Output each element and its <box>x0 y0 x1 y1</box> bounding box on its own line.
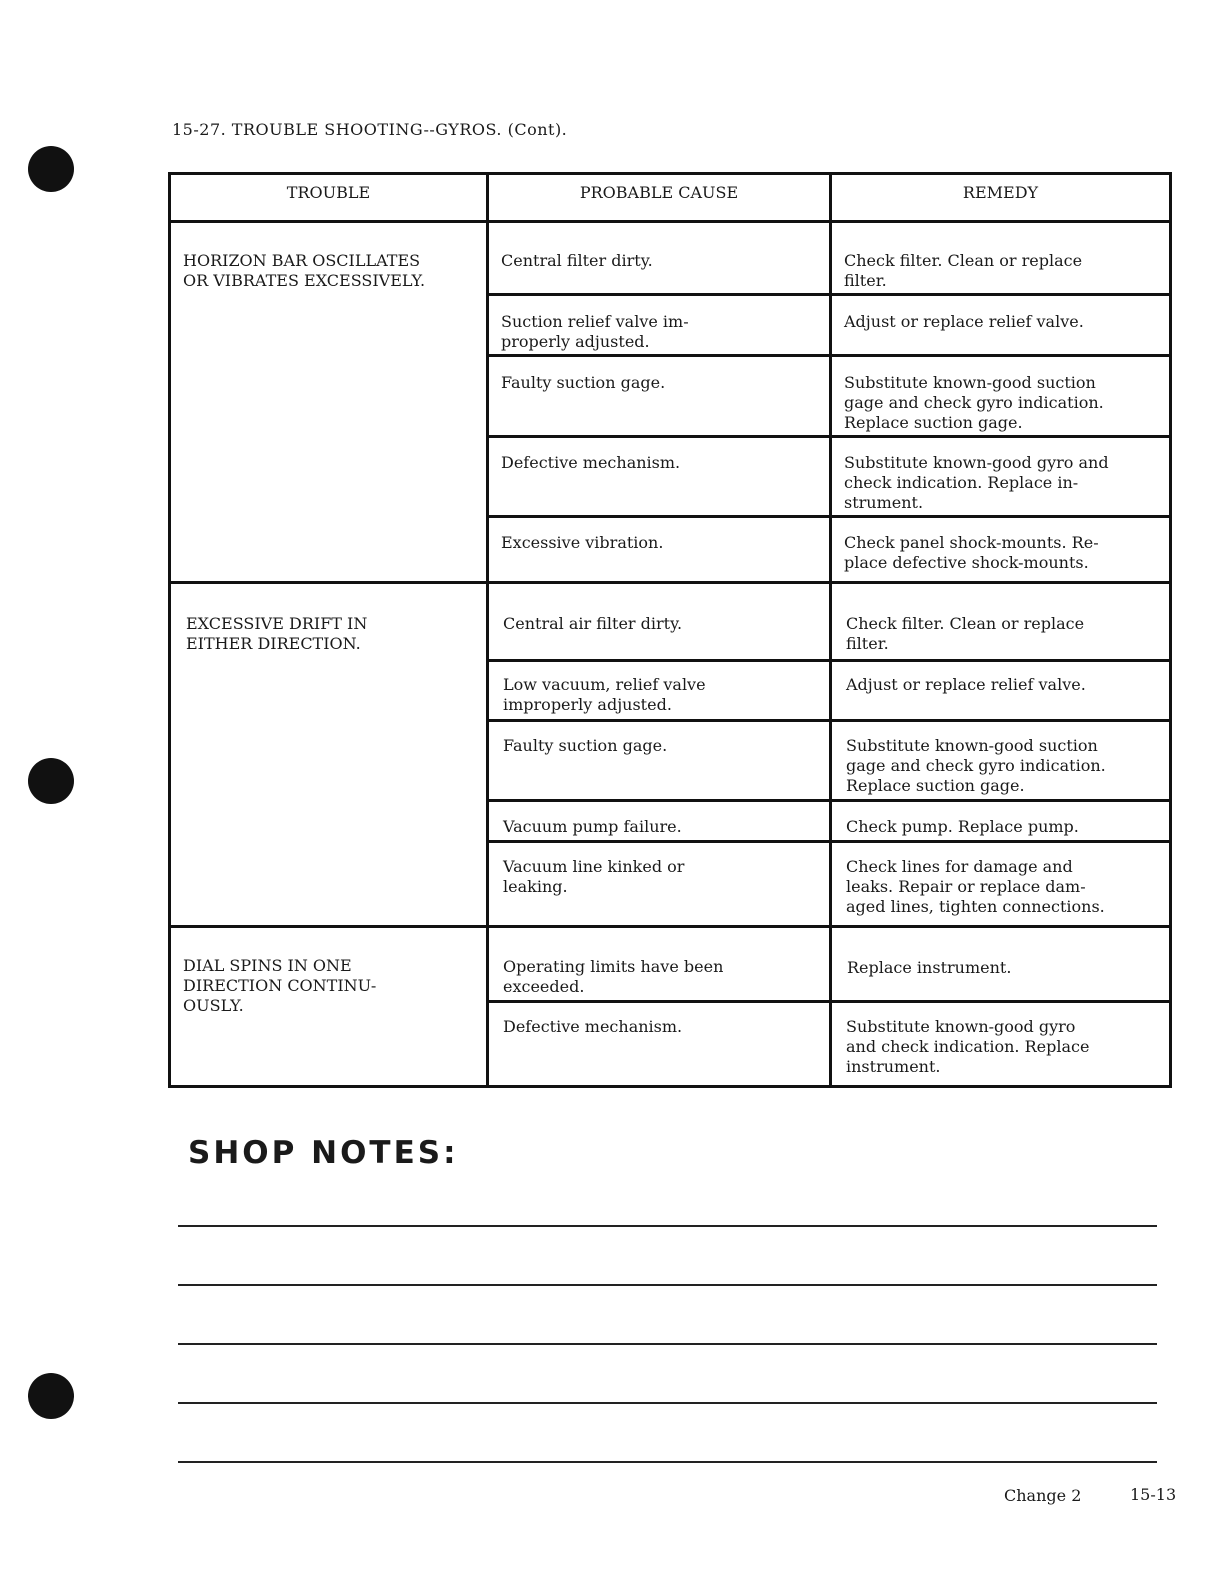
remedy-cell: Check pump. Replace pump. <box>846 817 1079 836</box>
note-line <box>178 1402 1157 1404</box>
trouble-cell: HORIZON BAR OSCILLATES OR VIBRATES EXCESSIVELY. <box>183 251 426 290</box>
page-number: 15-13 <box>1130 1485 1177 1504</box>
cause-cell: Faulty suction gage. <box>501 373 666 392</box>
binder-hole <box>28 1373 74 1419</box>
troubleshooting-table <box>168 172 1172 1088</box>
remedy-cell: Substitute known-good gyro and check indication. Replace in- strument. <box>844 453 1109 512</box>
cause-cell: Defective mechanism. <box>503 1017 683 1036</box>
binder-hole <box>28 146 74 192</box>
trouble-cell: EXCESSIVE DRIFT IN EITHER DIRECTION. <box>186 614 368 653</box>
remedy-cell: Replace instrument. <box>847 958 1012 977</box>
cause-cell: Central air filter dirty. <box>503 614 683 633</box>
note-line <box>178 1343 1157 1345</box>
cause-cell: Vacuum line kinked or leaking. <box>503 857 685 896</box>
header-remedy: REMEDY <box>962 183 1039 202</box>
cause-cell: Central filter dirty. <box>501 251 653 270</box>
trouble-cell: DIAL SPINS IN ONE DIRECTION CONTINU- OUSLY. <box>183 956 377 1015</box>
remedy-cell: Adjust or replace relief valve. <box>846 675 1086 694</box>
row-divider <box>486 799 1169 802</box>
cause-cell: Faulty suction gage. <box>503 736 668 755</box>
remedy-cell: Substitute known-good suction gage and check gyro indication. Replace suction gage. <box>844 373 1104 432</box>
row-divider <box>486 515 1169 518</box>
remedy-cell: Check lines for damage and leaks. Repair or replace dam- aged lines, tighten connections. <box>846 857 1105 916</box>
change-label: Change 2 <box>1004 1486 1082 1505</box>
group-divider <box>171 925 1169 928</box>
note-line <box>178 1461 1157 1463</box>
header-divider <box>171 220 1169 223</box>
row-divider <box>486 293 1169 296</box>
row-divider <box>486 435 1169 438</box>
remedy-cell: Check filter. Clean or replace filter. <box>846 614 1085 653</box>
remedy-cell: Adjust or replace relief valve. <box>844 312 1084 331</box>
remedy-cell: Check panel shock-mounts. Re- place defective shock-mounts. <box>844 533 1099 572</box>
row-divider <box>486 840 1169 843</box>
remedy-cell: Check filter. Clean or replace filter. <box>844 251 1083 290</box>
cause-cell: Operating limits have been exceeded. <box>503 957 724 996</box>
note-line <box>178 1284 1157 1286</box>
cause-cell: Defective mechanism. <box>501 453 681 472</box>
row-divider <box>486 1000 1169 1003</box>
header-probable-cause: PROBABLE CAUSE <box>579 183 739 202</box>
note-line <box>178 1225 1157 1227</box>
row-divider <box>486 354 1169 357</box>
group-divider <box>171 581 1169 584</box>
row-divider <box>486 659 1169 662</box>
cause-cell: Excessive vibration. <box>501 533 664 552</box>
cause-cell: Low vacuum, relief valve improperly adjusted. <box>503 675 706 714</box>
cause-cell: Suction relief valve im- properly adjusted. <box>501 312 689 351</box>
shop-notes-title: SHOP NOTES: <box>188 1135 459 1171</box>
binder-hole <box>28 758 74 804</box>
remedy-cell: Substitute known-good gyro and check indication. Replace instrument. <box>846 1017 1090 1076</box>
cause-cell: Vacuum pump failure. <box>503 817 682 836</box>
remedy-cell: Substitute known-good suction gage and check gyro indication. Replace suction gage. <box>846 736 1106 795</box>
row-divider <box>486 719 1169 722</box>
header-trouble: TROUBLE <box>286 183 371 202</box>
section-heading: 15-27. TROUBLE SHOOTING--GYROS. (Cont). <box>172 120 568 139</box>
